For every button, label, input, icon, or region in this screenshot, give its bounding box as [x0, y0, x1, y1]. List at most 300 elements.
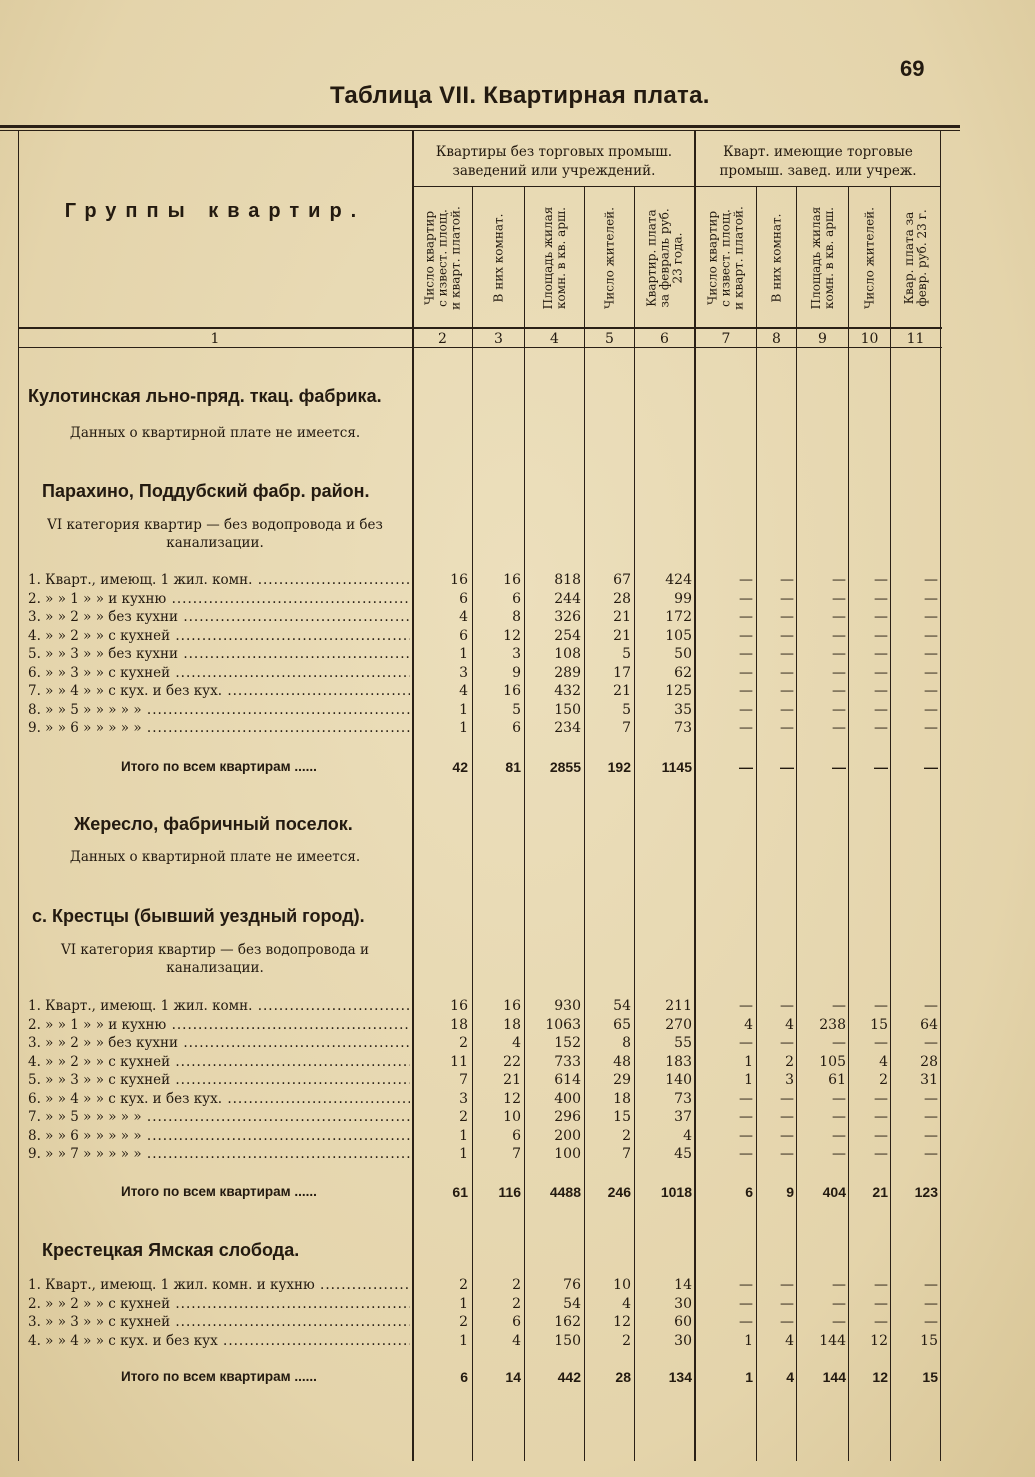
- cell-col-2: 1: [459, 701, 468, 718]
- subheader-rule: [412, 186, 940, 187]
- col-header: Число жителей.: [862, 207, 876, 309]
- cell-col-10: —: [874, 1109, 888, 1125]
- cell-col-9: —: [832, 646, 846, 662]
- cell-col-6: 62: [674, 664, 692, 681]
- cell-col-7: —: [739, 1109, 753, 1125]
- cell-col-2: 2: [459, 1277, 468, 1293]
- cell-col-2: 6: [460, 1369, 468, 1385]
- cell-col-8: —: [780, 1314, 794, 1330]
- table-title: Таблица VII. Квартирная плата.: [330, 82, 710, 109]
- col-divider: [524, 187, 525, 1461]
- cell-col-2: 6: [459, 590, 468, 607]
- row-label: 6. » » 4 » » с кух. и без кух. .....: [28, 1090, 410, 1108]
- table-row: [0, 997, 1035, 1015]
- cell-col-3: 6: [512, 720, 521, 736]
- cell-col-5: 67: [613, 572, 631, 588]
- cell-col-6: 37: [674, 1109, 692, 1125]
- cell-col-8: —: [780, 998, 794, 1014]
- top-rule: [0, 125, 960, 128]
- cell-col-3: 6: [512, 590, 521, 607]
- cell-col-3: 21: [503, 1072, 521, 1088]
- cell-col-10: —: [874, 683, 888, 699]
- cell-col-6: 140: [665, 1072, 692, 1088]
- cell-col-10: 4: [879, 1053, 888, 1070]
- row-label: 3. » » 3 » » с кухней .....: [28, 1313, 410, 1331]
- cell-col-4: 930: [554, 998, 581, 1014]
- col-divider: [848, 187, 849, 1461]
- column-number: 5: [605, 331, 614, 347]
- col-divider: [756, 187, 757, 1461]
- col-header: Число жителей.: [602, 207, 616, 309]
- cell-col-3: 116: [498, 1184, 521, 1200]
- cell-col-2: 1: [459, 1295, 468, 1312]
- cell-col-3: 2: [512, 1295, 521, 1312]
- cell-col-10: —: [874, 1314, 888, 1330]
- cell-col-2: 18: [450, 1016, 468, 1033]
- cell-col-9: 238: [819, 1016, 846, 1033]
- cell-col-9: —: [832, 664, 846, 681]
- cell-col-11: 15: [920, 1332, 938, 1349]
- cell-col-7: 1: [744, 1053, 753, 1070]
- cell-col-6: 125: [665, 683, 692, 699]
- cell-col-7: —: [739, 998, 753, 1014]
- cell-col-11: —: [924, 1277, 938, 1293]
- table-row: [0, 664, 1035, 682]
- table-row: [0, 608, 1035, 626]
- cell-col-8: —: [780, 572, 794, 588]
- cell-col-9: —: [832, 1109, 846, 1125]
- cell-col-2: 1: [459, 1146, 468, 1162]
- table-row: [0, 682, 1035, 700]
- row-label: 2. » » 1 » » и кухню .....: [28, 1016, 410, 1034]
- cell-col-5: 21: [613, 627, 631, 644]
- cell-col-9: 144: [822, 1369, 846, 1385]
- cell-col-4: 234: [554, 720, 581, 736]
- cell-col-11: 31: [920, 1072, 938, 1088]
- cell-col-6: 4: [683, 1127, 692, 1144]
- cell-col-11: —: [924, 1295, 938, 1312]
- cell-col-2: 1: [459, 720, 468, 736]
- cell-col-7: 1: [744, 1072, 753, 1088]
- cell-col-4: 76: [563, 1277, 581, 1293]
- cell-col-7: 1: [745, 1369, 753, 1385]
- row-label: 4. » » 4 » » с кух. и без кух .....: [28, 1332, 410, 1350]
- cell-col-6: 1145: [661, 759, 692, 775]
- table-row: [0, 701, 1035, 719]
- column-number: 8: [772, 331, 781, 347]
- cell-col-6: 73: [674, 1090, 692, 1107]
- cell-col-11: —: [924, 1109, 938, 1125]
- cell-col-2: 61: [452, 1184, 468, 1200]
- cell-col-6: 172: [665, 609, 692, 625]
- cell-col-11: 123: [914, 1184, 938, 1200]
- cell-col-5: 8: [622, 1035, 631, 1051]
- cell-col-5: 5: [622, 646, 631, 662]
- table-row: [0, 1313, 1035, 1331]
- cell-col-4: 733: [554, 1053, 581, 1070]
- table-row: [0, 571, 1035, 589]
- section-title: Парахино, Поддубский фабр. район.: [42, 481, 370, 501]
- cell-col-7: —: [739, 609, 753, 625]
- table-row: [0, 590, 1035, 608]
- cell-col-7: —: [739, 720, 753, 736]
- cell-col-8: —: [780, 1090, 794, 1107]
- cell-col-7: 4: [744, 1016, 753, 1033]
- section-title: Жересло, фабричный поселок.: [74, 814, 353, 834]
- cell-col-10: 15: [870, 1016, 888, 1033]
- row-label: 3. » » 2 » » без кухни .....: [28, 1034, 410, 1052]
- cell-col-2: 4: [459, 609, 468, 625]
- cell-col-5: 15: [613, 1109, 631, 1125]
- cell-col-11: —: [924, 1035, 938, 1051]
- cell-col-11: —: [924, 609, 938, 625]
- col-header: Площадь жилая комн. в кв. арш.: [540, 206, 568, 310]
- col-header: Число квартир с извест. площ. и кварт. платой.: [705, 206, 746, 310]
- column-number: 11: [906, 331, 925, 347]
- cell-col-3: 12: [503, 627, 521, 644]
- section-title: Крестецкая Ямская слобода.: [42, 1240, 300, 1260]
- cell-col-3: 10: [503, 1109, 521, 1125]
- col-header: Квар. плата за февр. руб. 23 г.: [901, 209, 929, 307]
- cell-col-10: —: [874, 627, 888, 644]
- cell-col-7: —: [739, 1277, 753, 1293]
- table-row: [0, 1090, 1035, 1108]
- cell-col-6: 183: [665, 1053, 692, 1070]
- right-border: [940, 131, 941, 1461]
- cell-col-5: 12: [613, 1314, 631, 1330]
- group-column-header: Группы квартир.: [64, 200, 366, 222]
- cell-col-2: 1: [459, 1127, 468, 1144]
- cell-col-6: 30: [674, 1295, 692, 1312]
- cell-col-7: —: [739, 1127, 753, 1144]
- cell-col-11: —: [924, 590, 938, 607]
- cell-col-2: 4: [459, 683, 468, 699]
- cell-col-11: —: [924, 572, 938, 588]
- row-label: 9. » » 6 » » » » » .....: [28, 719, 410, 737]
- cell-col-4: 162: [554, 1314, 581, 1330]
- cell-col-8: 2: [785, 1053, 794, 1070]
- section-b-header: Кварт. имеющие торговые промыш. завед. или учреж.: [719, 144, 917, 179]
- cell-col-9: —: [832, 998, 846, 1014]
- col-header: В них комнат.: [769, 213, 783, 303]
- cell-col-3: 4: [512, 1035, 521, 1051]
- cell-col-3: 6: [512, 1127, 521, 1144]
- cell-col-5: 246: [607, 1184, 631, 1200]
- cell-col-6: 55: [674, 1035, 692, 1051]
- cell-col-3: 18: [503, 1016, 521, 1033]
- table-row: [0, 627, 1035, 645]
- cell-col-10: 12: [872, 1369, 888, 1385]
- col-divider: [634, 187, 635, 1461]
- cell-col-8: —: [780, 1109, 794, 1125]
- cell-col-5: 5: [622, 701, 631, 718]
- cell-col-5: 65: [613, 1016, 631, 1033]
- cell-col-5: 2: [622, 1127, 631, 1144]
- row-label: 1. Кварт., имеющ. 1 жил. комн. .....: [28, 571, 410, 589]
- cell-col-8: —: [780, 683, 794, 699]
- cell-col-9: —: [832, 1127, 846, 1144]
- top-rule-thin: [0, 130, 960, 131]
- cell-col-9: —: [832, 1146, 846, 1162]
- cell-col-2: 11: [450, 1053, 468, 1070]
- cell-col-5: 28: [615, 1369, 631, 1385]
- total-row: [0, 758, 1035, 776]
- cell-col-10: —: [874, 572, 888, 588]
- cell-col-11: —: [924, 683, 938, 699]
- total-label: Итого по всем квартирам ......: [121, 1369, 317, 1384]
- cell-col-2: 2: [459, 1109, 468, 1125]
- table-row: [0, 1276, 1035, 1294]
- cell-col-11: 15: [922, 1369, 938, 1385]
- cell-col-3: 14: [505, 1369, 521, 1385]
- column-number: 10: [860, 331, 879, 347]
- cell-col-8: —: [780, 627, 794, 644]
- cell-col-8: —: [780, 664, 794, 681]
- cell-col-10: —: [874, 998, 888, 1014]
- cell-col-8: —: [780, 646, 794, 662]
- cell-col-7: —: [739, 701, 753, 718]
- column-number: 6: [660, 331, 669, 347]
- cell-col-6: 14: [674, 1277, 692, 1293]
- cell-col-9: —: [832, 1295, 846, 1312]
- cell-col-2: 16: [450, 998, 468, 1014]
- col-header: Число квартир с извест. площ. и кварт. платой.: [422, 206, 462, 310]
- cell-col-10: —: [874, 720, 888, 736]
- cell-col-9: —: [832, 683, 846, 699]
- cell-col-2: 2: [459, 1314, 468, 1330]
- total-label: Итого по всем квартирам ......: [121, 1184, 317, 1199]
- cell-col-8: —: [780, 590, 794, 607]
- cell-col-11: —: [924, 1314, 938, 1330]
- cell-col-3: 4: [512, 1332, 521, 1349]
- cell-col-3: 8: [512, 609, 521, 625]
- cell-col-11: —: [924, 646, 938, 662]
- cell-col-11: —: [924, 1090, 938, 1107]
- cell-col-9: —: [832, 572, 846, 588]
- cell-col-8: 3: [785, 1072, 794, 1088]
- cell-col-5: 21: [613, 683, 631, 699]
- cell-col-9: —: [832, 1277, 846, 1293]
- cell-col-11: —: [924, 627, 938, 644]
- cell-col-8: —: [780, 759, 794, 775]
- cell-col-3: 7: [512, 1146, 521, 1162]
- row-label: 1. Кварт., имеющ. 1 жил. комн. .....: [28, 997, 410, 1015]
- cell-col-8: —: [780, 720, 794, 736]
- cell-col-7: —: [739, 1295, 753, 1312]
- table-row: [0, 645, 1035, 663]
- col-header: Площадь жилая комн. в кв. арш.: [808, 206, 836, 310]
- cell-col-4: 108: [554, 646, 581, 662]
- cell-col-4: 100: [554, 1146, 581, 1162]
- cell-col-9: —: [832, 627, 846, 644]
- cell-col-4: 326: [554, 609, 581, 625]
- cell-col-5: 18: [613, 1090, 631, 1107]
- cell-col-10: —: [874, 590, 888, 607]
- row-label: 7. » » 4 » » с кух. и без кух. .....: [28, 682, 410, 700]
- cell-col-6: 35: [674, 701, 692, 718]
- cell-col-5: 17: [613, 664, 631, 681]
- table-row: [0, 1332, 1035, 1350]
- cell-col-8: 4: [785, 1332, 794, 1349]
- column-number: 1: [210, 331, 220, 347]
- cell-col-11: —: [924, 1127, 938, 1144]
- cell-col-3: 22: [503, 1053, 521, 1070]
- column-number-rule: [18, 347, 942, 348]
- cell-col-7: —: [739, 1035, 753, 1051]
- cell-col-6: 105: [665, 627, 692, 644]
- row-label: 1. Кварт., имеющ. 1 жил. комн. и кухню .....: [28, 1276, 410, 1294]
- cell-col-5: 2: [622, 1332, 631, 1349]
- cell-col-2: 1: [459, 646, 468, 662]
- cell-col-7: 1: [744, 1332, 753, 1349]
- cell-col-8: 9: [786, 1184, 794, 1200]
- cell-col-6: 73: [674, 720, 692, 736]
- cell-col-7: —: [739, 759, 753, 775]
- cell-col-4: 150: [554, 701, 581, 718]
- cell-col-9: —: [832, 1035, 846, 1051]
- cell-col-9: —: [832, 701, 846, 718]
- cell-col-7: —: [739, 1090, 753, 1107]
- cell-col-10: —: [874, 1277, 888, 1293]
- column-number: 4: [550, 331, 559, 347]
- cell-col-8: —: [780, 1127, 794, 1144]
- cell-col-9: —: [832, 1314, 846, 1330]
- section-title: Кулотинская льно-пряд. ткац. фабрика.: [28, 386, 382, 406]
- cell-col-2: 6: [459, 627, 468, 644]
- cell-col-11: —: [924, 998, 938, 1014]
- table-row: [0, 1071, 1035, 1089]
- row-label: 9. » » 7 » » » » » .....: [28, 1145, 410, 1163]
- cell-col-4: 442: [557, 1369, 581, 1385]
- cell-col-2: 7: [459, 1072, 468, 1088]
- cell-col-4: 4488: [549, 1184, 581, 1200]
- cell-col-2: 42: [452, 759, 468, 775]
- cell-col-6: 424: [665, 572, 692, 588]
- col-divider: [796, 187, 797, 1461]
- section-a-header: Квартиры без торговых промыш. заведений или учреждений.: [435, 144, 673, 179]
- total-row: [0, 1183, 1035, 1201]
- section-note: VI категория квартир — без водопровода и без канализации.: [47, 517, 383, 551]
- cell-col-8: 4: [785, 1016, 794, 1033]
- cell-col-9: —: [832, 759, 846, 775]
- col-header: В них комнат.: [491, 213, 505, 303]
- cell-col-7: —: [739, 1146, 753, 1162]
- cell-col-4: 244: [554, 590, 581, 607]
- cell-col-10: —: [874, 1035, 888, 1051]
- cell-col-11: —: [924, 759, 938, 775]
- cell-col-9: 404: [822, 1184, 846, 1200]
- cell-col-6: 45: [674, 1146, 692, 1162]
- cell-col-8: —: [780, 609, 794, 625]
- total-label: Итого по всем квартирам ......: [121, 759, 317, 774]
- cell-col-8: —: [780, 701, 794, 718]
- cell-col-6: 211: [665, 998, 692, 1014]
- cell-col-4: 150: [554, 1332, 581, 1349]
- cell-col-10: —: [874, 646, 888, 662]
- row-label: 2. » » 1 » » и кухню .....: [28, 590, 410, 608]
- cell-col-11: 64: [920, 1016, 938, 1033]
- cell-col-9: 144: [819, 1332, 846, 1349]
- cell-col-11: —: [924, 720, 938, 736]
- cell-col-2: 3: [459, 664, 468, 681]
- cell-col-7: —: [739, 646, 753, 662]
- cell-col-4: 254: [554, 627, 581, 644]
- page-number: 69: [900, 56, 925, 81]
- column-number: 7: [721, 331, 731, 347]
- section-title: с. Крестцы (бывший уездный город).: [32, 906, 365, 926]
- cell-col-4: 152: [554, 1035, 581, 1051]
- cell-col-10: 21: [872, 1184, 888, 1200]
- cell-col-4: 296: [554, 1109, 581, 1125]
- row-label: 3. » » 2 » » без кухни .....: [28, 608, 410, 626]
- cell-col-6: 1018: [660, 1184, 692, 1200]
- table-row: [0, 1016, 1035, 1034]
- row-label: 4. » » 2 » » с кухней .....: [28, 627, 410, 645]
- cell-col-3: 2: [512, 1277, 521, 1293]
- cell-col-5: 4: [622, 1295, 631, 1312]
- cell-col-5: 192: [607, 759, 631, 775]
- cell-col-9: 61: [828, 1072, 846, 1088]
- col-header: Квартир. плата за февраль руб. 23 года.: [644, 208, 684, 308]
- cell-col-6: 134: [668, 1369, 692, 1385]
- cell-col-10: —: [874, 664, 888, 681]
- cell-col-10: —: [874, 1127, 888, 1144]
- cell-col-4: 289: [554, 664, 581, 681]
- column-number: 2: [438, 331, 447, 347]
- section-note: Данных о квартирной плате не имеется.: [69, 849, 361, 865]
- cell-col-9: —: [832, 590, 846, 607]
- cell-col-8: —: [780, 1295, 794, 1312]
- row-label: 5. » » 3 » » без кухни .....: [28, 645, 410, 663]
- cell-col-9: —: [832, 720, 846, 736]
- cell-col-9: 105: [819, 1053, 846, 1070]
- cell-col-10: —: [874, 759, 888, 775]
- cell-col-6: 99: [674, 590, 692, 607]
- cell-col-10: 12: [870, 1332, 888, 1349]
- cell-col-3: 9: [512, 664, 521, 681]
- total-row: [0, 1368, 1035, 1386]
- cell-col-11: —: [924, 664, 938, 681]
- cell-col-3: 12: [503, 1090, 521, 1107]
- cell-col-4: 432: [554, 683, 581, 699]
- cell-col-9: —: [832, 1090, 846, 1107]
- cell-col-7: —: [739, 590, 753, 607]
- row-label: 7. » » 5 » » » » » .....: [28, 1108, 410, 1126]
- cell-col-6: 30: [674, 1332, 692, 1349]
- cell-col-3: 6: [512, 1314, 521, 1330]
- table-row: [0, 1108, 1035, 1126]
- cell-col-7: 6: [745, 1184, 753, 1200]
- cell-col-8: —: [780, 1146, 794, 1162]
- cell-col-7: —: [739, 683, 753, 699]
- cell-col-5: 10: [613, 1277, 631, 1293]
- cell-col-7: —: [739, 572, 753, 588]
- table-row: [0, 1034, 1035, 1052]
- cell-col-4: 818: [554, 572, 581, 588]
- cell-col-6: 270: [665, 1016, 692, 1033]
- col-divider: [890, 187, 891, 1461]
- table-row: [0, 719, 1035, 737]
- cell-col-3: 16: [503, 572, 521, 588]
- cell-col-2: 2: [459, 1035, 468, 1051]
- section-note: Данных о квартирной плате не имеется.: [69, 425, 361, 441]
- cell-col-2: 3: [459, 1090, 468, 1107]
- cell-col-4: 200: [554, 1127, 581, 1144]
- row-label: 8. » » 6 » » » » » .....: [28, 1127, 410, 1145]
- cell-col-3: 16: [503, 683, 521, 699]
- cell-col-11: 28: [920, 1053, 938, 1070]
- col-divider: [584, 187, 585, 1461]
